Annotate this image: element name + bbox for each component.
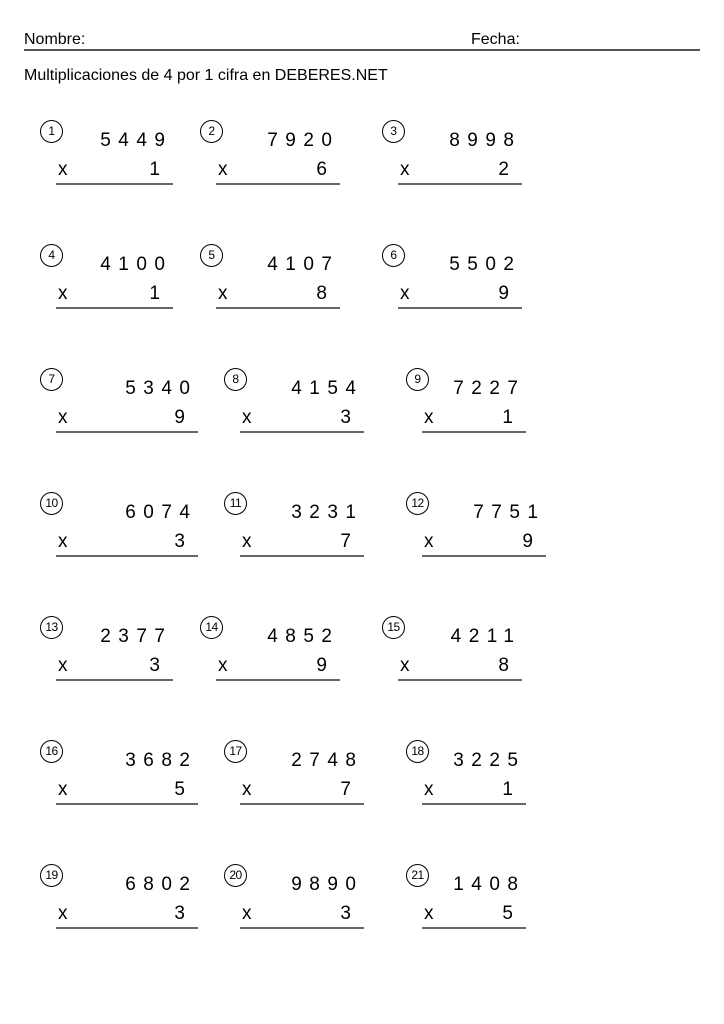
problem-8 bbox=[224, 368, 376, 438]
answer-line bbox=[422, 555, 546, 557]
multiplicand: 4211 bbox=[450, 626, 522, 647]
multiplier: 9 bbox=[498, 283, 509, 304]
name-label: Nombre: bbox=[24, 31, 86, 48]
problem-1 bbox=[40, 120, 185, 190]
problem-number-badge: 4 bbox=[40, 244, 63, 267]
multiplier: 9 bbox=[522, 531, 533, 552]
multiplicand: 3225 bbox=[453, 750, 526, 771]
problem-number-badge: 20 bbox=[224, 864, 247, 887]
problem-9 bbox=[406, 368, 538, 438]
problem-3 bbox=[382, 120, 534, 190]
multiplier: 5 bbox=[502, 903, 513, 924]
multiplier: 3 bbox=[174, 903, 185, 924]
multiply-sign: x bbox=[58, 283, 68, 304]
problem-17 bbox=[224, 740, 376, 810]
multiplier: 8 bbox=[498, 655, 509, 676]
multiply-sign: x bbox=[218, 655, 228, 676]
problem-20 bbox=[224, 864, 376, 934]
multiply-sign: x bbox=[242, 531, 252, 552]
problem-number-badge: 11 bbox=[224, 492, 247, 515]
problem-number-badge: 1 bbox=[40, 120, 63, 143]
multiplier: 3 bbox=[149, 655, 160, 676]
answer-line bbox=[240, 555, 364, 557]
multiplier: 1 bbox=[149, 159, 160, 180]
multiplicand: 5449 bbox=[100, 130, 173, 151]
multiply-sign: x bbox=[400, 159, 410, 180]
answer-line bbox=[56, 183, 173, 185]
problem-number-badge: 6 bbox=[382, 244, 405, 267]
multiplicand: 2748 bbox=[291, 750, 364, 771]
problem-number-badge: 2 bbox=[200, 120, 223, 143]
problem-number-badge: 14 bbox=[200, 616, 223, 639]
multiplicand: 7227 bbox=[453, 378, 526, 399]
problem-number-badge: 9 bbox=[406, 368, 429, 391]
problem-11 bbox=[224, 492, 376, 562]
answer-line bbox=[240, 927, 364, 929]
problem-number-badge: 8 bbox=[224, 368, 247, 391]
multiplier: 5 bbox=[174, 779, 185, 800]
problem-number-badge: 17 bbox=[224, 740, 247, 763]
multiplicand: 7751 bbox=[473, 502, 546, 523]
multiplier: 7 bbox=[340, 531, 351, 552]
problem-2 bbox=[200, 120, 352, 190]
problem-7 bbox=[40, 368, 210, 438]
problem-number-badge: 5 bbox=[200, 244, 223, 267]
multiplier: 3 bbox=[340, 407, 351, 428]
multiplier: 1 bbox=[149, 283, 160, 304]
answer-line bbox=[216, 307, 340, 309]
answer-line bbox=[56, 679, 173, 681]
multiply-sign: x bbox=[400, 283, 410, 304]
answer-line bbox=[56, 803, 198, 805]
date-label: Fecha: bbox=[471, 31, 520, 48]
worksheet-title: Multiplicaciones de 4 por 1 cifra en DEBERES.NET bbox=[24, 67, 388, 84]
multiplier: 9 bbox=[174, 407, 185, 428]
multiplicand: 8998 bbox=[449, 130, 522, 151]
multiply-sign: x bbox=[218, 159, 228, 180]
problem-number-badge: 3 bbox=[382, 120, 405, 143]
problem-10 bbox=[40, 492, 210, 562]
multiplicand: 3231 bbox=[291, 502, 364, 523]
multiplier: 3 bbox=[340, 903, 351, 924]
problem-number-badge: 18 bbox=[406, 740, 429, 763]
problem-number-badge: 10 bbox=[40, 492, 63, 515]
answer-line bbox=[422, 431, 526, 433]
answer-line bbox=[240, 431, 364, 433]
multiplicand: 4107 bbox=[267, 254, 340, 275]
problem-16 bbox=[40, 740, 210, 810]
problem-number-badge: 15 bbox=[382, 616, 405, 639]
multiplier: 1 bbox=[502, 407, 513, 428]
multiplier: 1 bbox=[502, 779, 513, 800]
answer-line bbox=[216, 183, 340, 185]
answer-line bbox=[56, 555, 198, 557]
problem-number-badge: 13 bbox=[40, 616, 63, 639]
multiplicand: 1408 bbox=[453, 874, 526, 895]
answer-line bbox=[56, 431, 198, 433]
multiplicand: 9890 bbox=[291, 874, 364, 895]
problem-4 bbox=[40, 244, 185, 314]
multiplicand: 4154 bbox=[291, 378, 364, 399]
answer-line bbox=[422, 803, 526, 805]
multiply-sign: x bbox=[424, 903, 434, 924]
answer-line bbox=[398, 679, 522, 681]
answer-line bbox=[398, 183, 522, 185]
multiply-sign: x bbox=[58, 655, 68, 676]
multiplicand: 4100 bbox=[100, 254, 173, 275]
multiply-sign: x bbox=[58, 779, 68, 800]
problem-number-badge: 7 bbox=[40, 368, 63, 391]
problem-14 bbox=[200, 616, 352, 686]
multiplicand: 5340 bbox=[125, 378, 198, 399]
multiply-sign: x bbox=[218, 283, 228, 304]
multiply-sign: x bbox=[424, 531, 434, 552]
problem-number-badge: 19 bbox=[40, 864, 63, 887]
answer-line bbox=[56, 307, 173, 309]
problem-15 bbox=[382, 616, 534, 686]
problem-6 bbox=[382, 244, 534, 314]
multiplier: 2 bbox=[498, 159, 509, 180]
multiply-sign: x bbox=[424, 779, 434, 800]
multiplicand: 6074 bbox=[125, 502, 198, 523]
multiply-sign: x bbox=[58, 159, 68, 180]
problem-12 bbox=[406, 492, 558, 562]
multiplicand: 3682 bbox=[125, 750, 198, 771]
problem-5 bbox=[200, 244, 352, 314]
multiply-sign: x bbox=[424, 407, 434, 428]
problem-13 bbox=[40, 616, 185, 686]
multiply-sign: x bbox=[400, 655, 410, 676]
answer-line bbox=[422, 927, 526, 929]
multiply-sign: x bbox=[58, 407, 68, 428]
problem-number-badge: 16 bbox=[40, 740, 63, 763]
multiplicand: 6802 bbox=[125, 874, 198, 895]
problem-number-badge: 21 bbox=[406, 864, 429, 887]
answer-line bbox=[398, 307, 522, 309]
multiplier: 3 bbox=[174, 531, 185, 552]
multiply-sign: x bbox=[242, 903, 252, 924]
multiplicand: 5502 bbox=[449, 254, 522, 275]
problem-18 bbox=[406, 740, 538, 810]
problem-number-badge: 12 bbox=[406, 492, 429, 515]
multiply-sign: x bbox=[242, 407, 252, 428]
multiplicand: 4852 bbox=[267, 626, 340, 647]
multiplier: 9 bbox=[316, 655, 327, 676]
problem-21 bbox=[406, 864, 538, 934]
answer-line bbox=[240, 803, 364, 805]
answer-line bbox=[216, 679, 340, 681]
multiplicand: 2377 bbox=[100, 626, 173, 647]
multiply-sign: x bbox=[242, 779, 252, 800]
multiplier: 6 bbox=[316, 159, 327, 180]
multiplicand: 7920 bbox=[267, 130, 340, 151]
multiplier: 7 bbox=[340, 779, 351, 800]
multiply-sign: x bbox=[58, 531, 68, 552]
answer-line bbox=[56, 927, 198, 929]
header-divider bbox=[24, 49, 700, 51]
multiplier: 8 bbox=[316, 283, 327, 304]
multiply-sign: x bbox=[58, 903, 68, 924]
problem-19 bbox=[40, 864, 210, 934]
